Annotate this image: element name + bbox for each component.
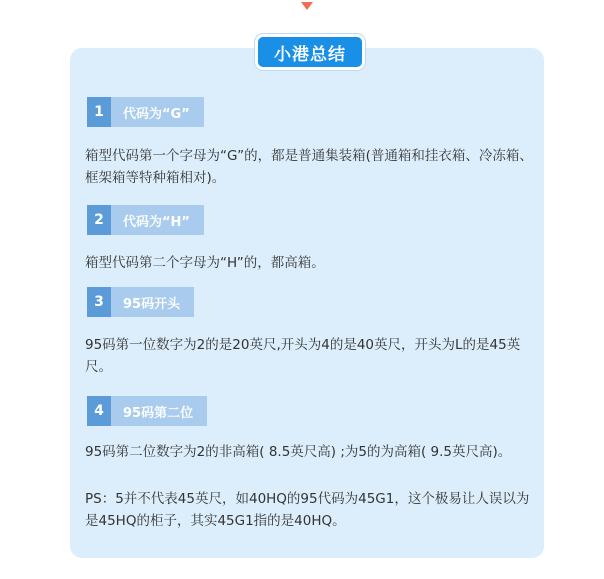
section-1-body: 箱型代码第一个字母为“G”的，都是普通集装箱(普通箱和挂衣箱、冷冻箱、框架箱等特种箱相对)。 <box>85 148 533 186</box>
section-2-body: 箱型代码第二个字母为“H”的，都高箱。 <box>85 255 325 271</box>
section-4-body: 95码第二位数字为2的非高箱( 8.5英尺高) ;为5的为高箱( 9.5英尺高)。 <box>85 444 512 460</box>
section-4-heading: 95码第二位 <box>111 396 207 426</box>
section-2-header <box>87 205 204 235</box>
section-3-body: 95码第一位数字为2的是20英尺,开头为4的是40英尺，开头为L的是45英尺。 <box>85 337 521 375</box>
summary-title: 小港总结 <box>255 34 365 70</box>
section-2-number: 2 <box>87 205 111 235</box>
section-3-number: 3 <box>87 287 111 317</box>
section-1-number: 1 <box>87 97 111 127</box>
section-1-heading: 代码为“G” <box>111 97 204 127</box>
section-3-header <box>87 287 194 317</box>
section-3-heading: 95码开头 <box>111 287 194 317</box>
section-4-number: 4 <box>87 396 111 426</box>
section-4-header <box>87 396 207 426</box>
down-arrow-icon <box>301 2 313 10</box>
section-2-heading: 代码为“H” <box>111 205 204 235</box>
section-1-header <box>87 97 204 127</box>
section-4-ps-note: PS：5并不代表45英尺，如40HQ的95代码为45G1，这个极易让人误以为是45HQ的柜子，其实45G1指的是40HQ。 <box>85 491 530 529</box>
